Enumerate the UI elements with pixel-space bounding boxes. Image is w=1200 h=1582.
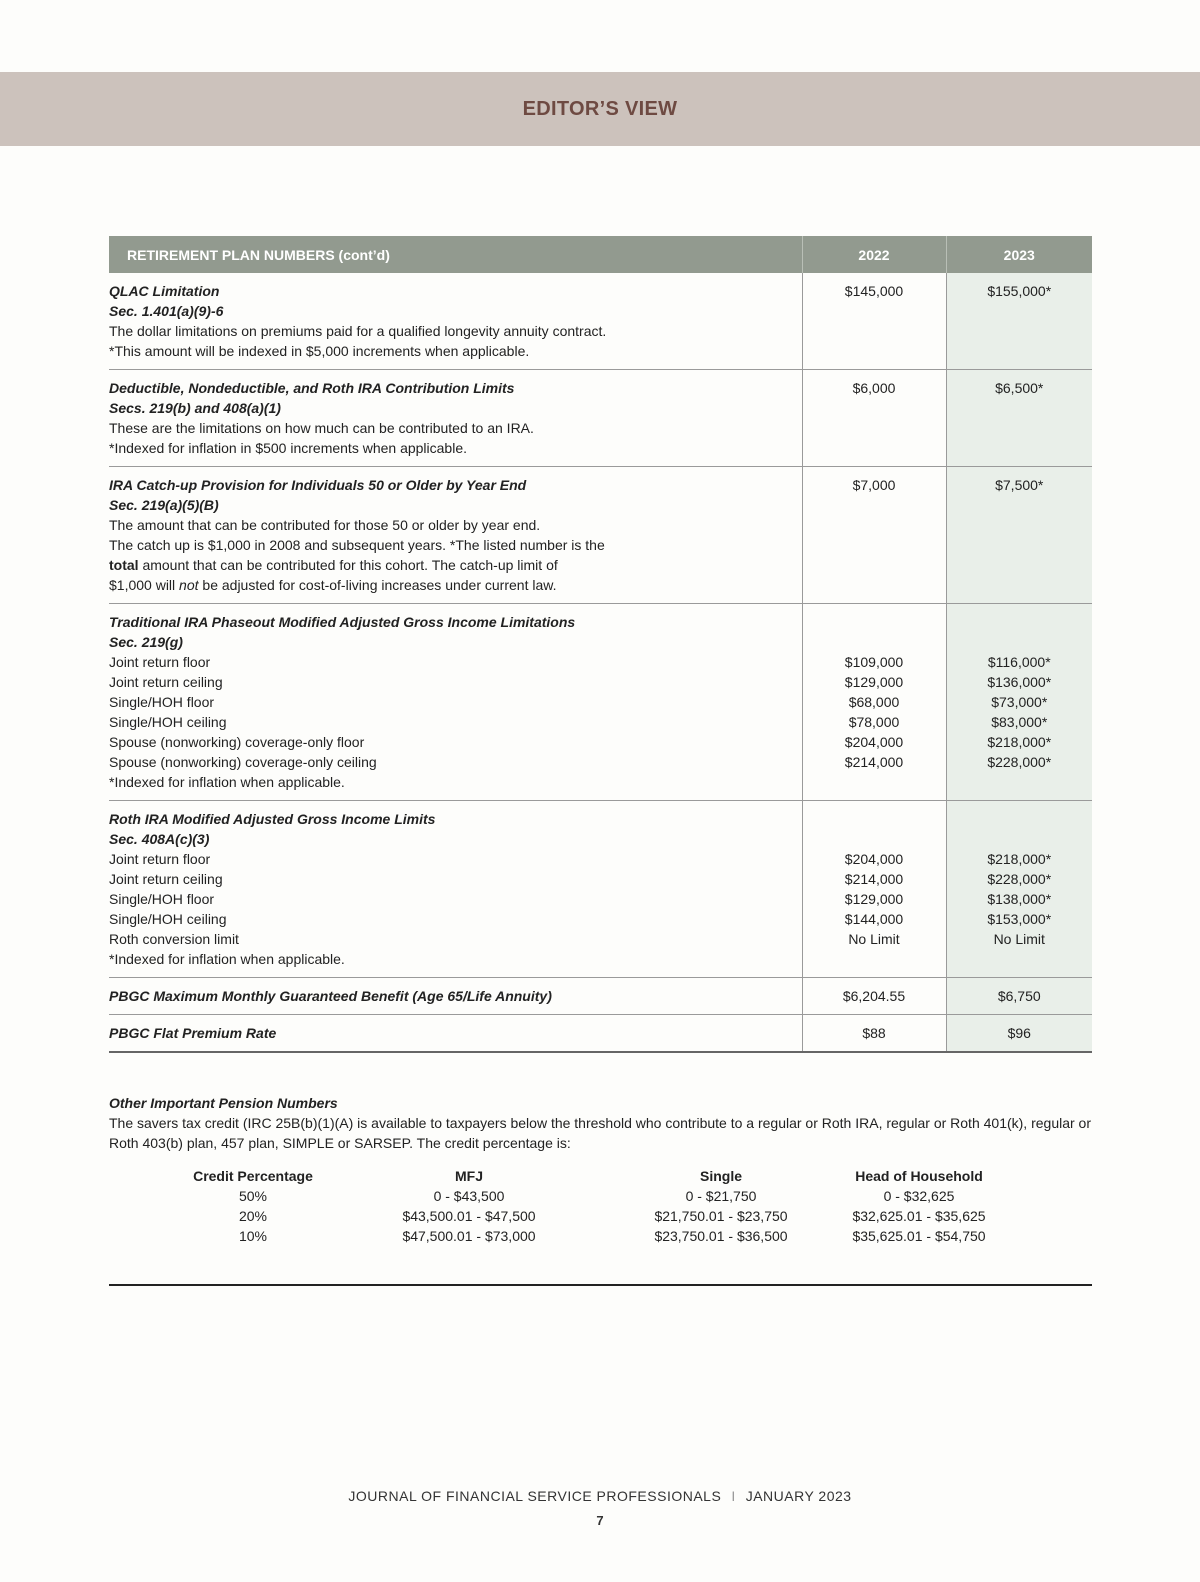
text-fragment: $1,000 will bbox=[109, 577, 180, 593]
text-fragment: amount that can be contributed for this cohort. The catch-up limit of bbox=[138, 557, 558, 573]
value-2022 bbox=[802, 273, 946, 370]
value: $68,000 bbox=[848, 694, 900, 710]
row-title: PBGC Maximum Monthly Guaranteed Benefit (Age 65/Life Annuity) bbox=[109, 988, 552, 1004]
column-header: Credit Percentage bbox=[193, 1168, 313, 1184]
row-title: Deductible, Nondeductible, and Roth IRA Contribution Limits bbox=[109, 380, 515, 396]
credit-table-row bbox=[109, 1186, 1092, 1206]
row-note: *Indexed for inflation when applicable. bbox=[109, 951, 345, 967]
row-description bbox=[109, 1015, 802, 1053]
value: $136,000* bbox=[987, 674, 1052, 690]
table-cell: $23,750.01 - $36,500 bbox=[654, 1228, 788, 1244]
table-cell: $47,500.01 - $73,000 bbox=[402, 1228, 536, 1244]
value: No Limit bbox=[848, 931, 900, 947]
value: $109,000 bbox=[844, 654, 904, 670]
value: $218,000* bbox=[987, 734, 1052, 750]
row-item: Spouse (nonworking) coverage-only ceiling bbox=[109, 754, 377, 770]
table-cell: 50% bbox=[238, 1188, 268, 1204]
value: $214,000 bbox=[844, 754, 904, 770]
value: $228,000* bbox=[987, 754, 1052, 770]
section-banner bbox=[0, 72, 1200, 146]
footer-separator: I bbox=[731, 1488, 736, 1504]
retirement-plan-table bbox=[109, 236, 1092, 1053]
value-2023 bbox=[946, 370, 1092, 467]
row-item: Single/HOH floor bbox=[109, 694, 215, 710]
table-cell: 0 - $32,625 bbox=[883, 1188, 955, 1204]
table-row bbox=[109, 467, 1092, 604]
row-title: IRA Catch-up Provision for Individuals 50 or Older by Year End bbox=[109, 477, 527, 493]
issue-date: JANUARY 2023 bbox=[745, 1488, 852, 1504]
column-header: MFJ bbox=[455, 1168, 483, 1184]
value: $116,000* bbox=[987, 654, 1051, 670]
row-text: *Indexed for inflation in $500 increments when applicable. bbox=[109, 440, 468, 456]
value: No Limit bbox=[993, 931, 1045, 947]
value-2022 bbox=[802, 1015, 946, 1053]
other-heading: Other Important Pension Numbers bbox=[109, 1095, 338, 1111]
row-item: Spouse (nonworking) coverage-only floor bbox=[109, 734, 365, 750]
row-section: Sec. 408A(c)(3) bbox=[109, 831, 210, 847]
value: $73,000* bbox=[991, 694, 1048, 710]
row-item: Single/HOH ceiling bbox=[109, 714, 227, 730]
value-2022 bbox=[802, 467, 946, 604]
value: $144,000 bbox=[844, 911, 904, 927]
table-cell: $35,625.01 - $54,750 bbox=[852, 1228, 986, 1244]
value: $129,000 bbox=[844, 891, 904, 907]
row-text bbox=[109, 575, 802, 595]
emphasis-bold: total bbox=[109, 557, 139, 573]
row-section: Sec. 219(a)(5)(B) bbox=[109, 497, 219, 513]
table-row bbox=[109, 1015, 1092, 1053]
row-item: Single/HOH floor bbox=[109, 891, 215, 907]
row-section: Secs. 219(b) and 408(a)(1) bbox=[109, 400, 281, 416]
value-2023 bbox=[946, 1015, 1092, 1053]
row-item: Single/HOH ceiling bbox=[109, 911, 227, 927]
value: $138,000* bbox=[987, 891, 1052, 907]
text-fragment: be adjusted for cost-of-living increases under current law. bbox=[198, 577, 557, 593]
value: $129,000 bbox=[844, 674, 904, 690]
value-2022 bbox=[802, 604, 946, 801]
emphasis-italic: not bbox=[179, 577, 199, 593]
table-title: RETIREMENT PLAN NUMBERS (cont’d) bbox=[109, 236, 802, 273]
value-2022 bbox=[802, 801, 946, 978]
table-row bbox=[109, 978, 1092, 1015]
row-text: These are the limitations on how much can be contributed to an IRA. bbox=[109, 420, 534, 436]
row-description bbox=[109, 978, 802, 1015]
journal-name: JOURNAL OF FINANCIAL SERVICE PROFESSIONALS bbox=[348, 1488, 722, 1504]
value: $6,500* bbox=[995, 380, 1044, 396]
value: $155,000* bbox=[987, 283, 1052, 299]
row-description bbox=[109, 370, 802, 467]
row-note: *Indexed for inflation when applicable. bbox=[109, 774, 345, 790]
table-cell: 10% bbox=[238, 1228, 268, 1244]
table-cell: 0 - $21,750 bbox=[685, 1188, 757, 1204]
column-header-2023: 2023 bbox=[946, 236, 1092, 273]
row-text: The dollar limitations on premiums paid for a qualified longevity annuity contract. bbox=[109, 323, 607, 339]
value: $96 bbox=[1007, 1025, 1031, 1041]
value: $7,500* bbox=[995, 477, 1044, 493]
value: $6,750 bbox=[997, 988, 1041, 1004]
table-row bbox=[109, 273, 1092, 370]
value-2023 bbox=[946, 978, 1092, 1015]
row-item: Roth conversion limit bbox=[109, 931, 239, 947]
value-2023 bbox=[946, 604, 1092, 801]
table-header-row bbox=[109, 236, 1092, 273]
value: $204,000 bbox=[844, 851, 904, 867]
row-description bbox=[109, 801, 802, 978]
table-cell: 0 - $43,500 bbox=[433, 1188, 505, 1204]
value: $7,000 bbox=[852, 477, 896, 493]
row-item: Joint return ceiling bbox=[109, 674, 223, 690]
value: $83,000* bbox=[991, 714, 1048, 730]
table-cell: $43,500.01 - $47,500 bbox=[402, 1208, 536, 1224]
table-row bbox=[109, 604, 1092, 801]
value: $204,000 bbox=[844, 734, 904, 750]
section-divider bbox=[109, 1284, 1092, 1286]
value: $78,000 bbox=[848, 714, 900, 730]
row-title: Roth IRA Modified Adjusted Gross Income Limits bbox=[109, 811, 436, 827]
value: $88 bbox=[862, 1025, 886, 1041]
row-description bbox=[109, 467, 802, 604]
credit-table-header bbox=[109, 1166, 1092, 1186]
value: $228,000* bbox=[987, 871, 1052, 887]
value-2023 bbox=[946, 801, 1092, 978]
banner-title: EDITOR’S VIEW bbox=[522, 97, 678, 120]
other-text: The savers tax credit (IRC 25B(b)(1)(A) is available to taxpayers below the threshold who contribute to a regular or Roth IRA, regular or Roth 401(k), regular or Roth 403(b) plan, 457 plan, SIMPLE or SARSEP. The credit percentage is: bbox=[109, 1115, 1091, 1151]
row-section: Sec. 219(g) bbox=[109, 634, 183, 650]
row-text: The catch up is $1,000 in 2008 and subsequent years. *The listed number is the bbox=[109, 537, 605, 553]
value: $214,000 bbox=[844, 871, 904, 887]
credit-table-row bbox=[109, 1226, 1092, 1246]
value-2022 bbox=[802, 370, 946, 467]
table-cell: 20% bbox=[238, 1208, 268, 1224]
value: $153,000* bbox=[987, 911, 1052, 927]
row-item: Joint return floor bbox=[109, 851, 211, 867]
value-2023 bbox=[946, 273, 1092, 370]
column-header: Single bbox=[699, 1168, 742, 1184]
row-title: PBGC Flat Premium Rate bbox=[109, 1025, 277, 1041]
value-2022 bbox=[802, 978, 946, 1015]
page-number: 7 bbox=[596, 1513, 604, 1528]
row-section: Sec. 1.401(a)(9)-6 bbox=[109, 303, 224, 319]
table-cell: $32,625.01 - $35,625 bbox=[852, 1208, 986, 1224]
row-text: The amount that can be contributed for those 50 or older by year end. bbox=[109, 517, 541, 533]
other-pension-numbers bbox=[109, 1093, 1092, 1153]
table-cell: $21,750.01 - $23,750 bbox=[654, 1208, 788, 1224]
page-footer bbox=[0, 1488, 1200, 1504]
value-2023 bbox=[946, 467, 1092, 604]
row-title: Traditional IRA Phaseout Modified Adjusted Gross Income Limitations bbox=[109, 614, 576, 630]
row-item: Joint return floor bbox=[109, 654, 211, 670]
value: $145,000 bbox=[844, 283, 904, 299]
row-description bbox=[109, 604, 802, 801]
row-item: Joint return ceiling bbox=[109, 871, 223, 887]
row-text bbox=[109, 555, 802, 575]
table-row bbox=[109, 801, 1092, 978]
credit-percentage-table bbox=[109, 1166, 1092, 1246]
value: $6,000 bbox=[852, 380, 896, 396]
row-title: QLAC Limitation bbox=[109, 283, 220, 299]
value: $218,000* bbox=[987, 851, 1052, 867]
value: $6,204.55 bbox=[842, 988, 906, 1004]
row-description bbox=[109, 273, 802, 370]
column-header: Head of Household bbox=[855, 1168, 983, 1184]
credit-table-row bbox=[109, 1206, 1092, 1226]
table-row bbox=[109, 370, 1092, 467]
column-header-2022: 2022 bbox=[802, 236, 946, 273]
row-text: *This amount will be indexed in $5,000 increments when applicable. bbox=[109, 343, 530, 359]
